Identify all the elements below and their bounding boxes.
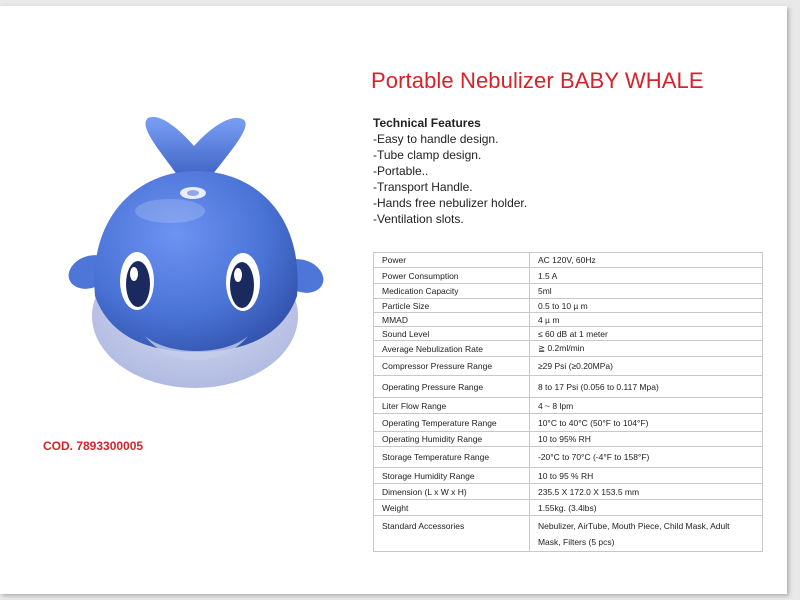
spec-key: Dimension (L x W x H) [374,484,530,500]
spec-row [374,484,763,500]
spec-key: Medication Capacity [374,284,530,299]
spec-value: 4 ~ 8 lpm [529,398,762,414]
spec-row [374,432,763,447]
product-code: COD. 7893300005 [43,439,144,453]
spec-key: Power [374,253,530,268]
spec-row [374,341,763,357]
spec-key: Operating Humidity Range [374,432,530,447]
feature-item: -Hands free nebulizer holder. [373,196,528,210]
feature-item: -Portable.. [373,164,429,178]
spec-row [374,313,763,327]
spec-row [374,516,763,552]
feature-item: -Easy to handle design. [373,132,499,146]
spec-value: 1.5 A [529,268,762,284]
spec-value: ≥29 Psi (≥0.20MPa) [529,357,762,376]
features-heading: Technical Features [373,116,481,130]
spec-value: 8 to 17 Psi (0.056 to 0.117 Mpa) [529,376,762,398]
product-image [60,106,330,396]
spec-value: AC 120V, 60Hz [529,253,762,268]
spec-row [374,268,763,284]
spec-value: 0.5 to 10 µ m [529,299,762,313]
feature-item: -Ventilation slots. [373,212,464,226]
technical-features [373,115,527,227]
spec-key: Sound Level [374,327,530,341]
spec-key: Standard Accessories [374,516,530,552]
spec-row [374,299,763,313]
spec-row [374,376,763,398]
spec-key: Compressor Pressure Range [374,357,530,376]
spec-value: 4 µ m [529,313,762,327]
spec-key: Operating Temperature Range [374,414,530,432]
spec-key: Weight [374,500,530,516]
spec-row [374,327,763,341]
spec-row [374,468,763,484]
spec-row [374,500,763,516]
spec-key: Storage Humidity Range [374,468,530,484]
spec-value: Nebulizer, AirTube, Mouth Piece, Child Mask, Adult Mask, Filters (5 pcs) [529,516,762,552]
spec-row [374,414,763,432]
spec-value: 1.55kg. (3.4lbs) [529,500,762,516]
page-sheet [0,6,787,594]
spec-value: 235.5 X 172.0 X 153.5 mm [529,484,762,500]
spec-key: Storage Temperature Range [374,447,530,468]
spec-value: ≤ 60 dB at 1 meter [529,327,762,341]
spec-row [374,253,763,268]
spec-value: 10 to 95% RH [529,432,762,447]
spec-row [374,447,763,468]
spec-value: 10°C to 40°C (50°F to 104°F) [529,414,762,432]
spec-key: MMAD [374,313,530,327]
spec-key: Liter Flow Range [374,398,530,414]
spec-row [374,357,763,376]
spec-row [374,398,763,414]
spec-value: -20°C to 70°C (-4°F to 158°F) [529,447,762,468]
feature-item: -Tube clamp design. [373,148,482,162]
spec-key: Average Nebulization Rate [374,341,530,357]
spec-row [374,284,763,299]
feature-item: -Transport Handle. [373,180,473,194]
product-title: Portable Nebulizer BABY WHALE [371,68,704,93]
spec-value: 5ml [529,284,762,299]
spec-value: 10 to 95 % RH [529,468,762,484]
specs-table [373,252,763,552]
spec-key: Particle Size [374,299,530,313]
spec-value: ≧ 0.2ml/min [529,341,762,357]
spec-key: Power Consumption [374,268,530,284]
spec-key: Operating Pressure Range [374,376,530,398]
